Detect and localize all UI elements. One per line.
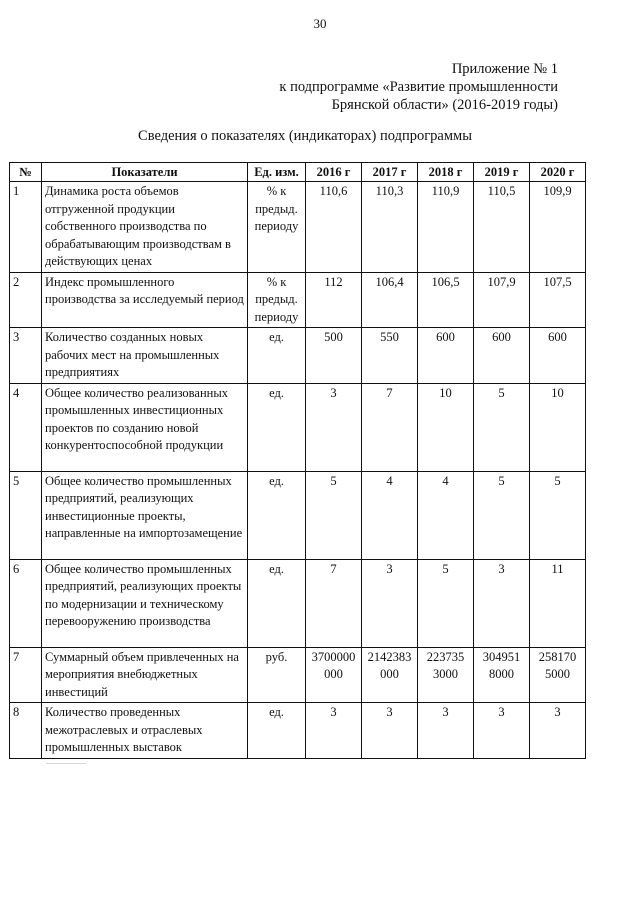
indicator-name: Динамика роста объемов отгруженной продукции собственного производства по обрабатывающим производствам в действующих ценах — [42, 182, 248, 273]
table-row — [10, 647, 586, 703]
value-2018: 5 — [418, 559, 474, 647]
row-number: 6 — [10, 559, 42, 647]
value-2016: 500 — [306, 328, 362, 384]
annex-line-3: Брянской области» (2016-2019 годы) — [331, 97, 558, 113]
table-header-row — [10, 163, 586, 182]
header-year-2019: 2019 г — [474, 163, 530, 182]
value-2018: 110,9 — [418, 182, 474, 273]
value-2019: 3 — [474, 559, 530, 647]
value-2017: 2142383 000 — [362, 647, 418, 703]
value-2017: 550 — [362, 328, 418, 384]
header-unit: Ед. изм. — [248, 163, 306, 182]
page-number: 30 — [313, 16, 327, 31]
value-2019: 107,9 — [474, 272, 530, 328]
indicator-name: Количество проведенных межотраслевых и отраслевых промышленных выставок — [42, 703, 248, 759]
value-2020: 11 — [530, 559, 586, 647]
unit-cell: руб. — [248, 647, 306, 703]
indicators-table — [9, 162, 586, 759]
header-year-2016: 2016 г — [306, 163, 362, 182]
unit-cell: % к предыд. периоду — [248, 272, 306, 328]
header-number: № — [10, 163, 42, 182]
row-number: 4 — [10, 383, 42, 471]
value-2017: 3 — [362, 703, 418, 759]
value-2019: 304951 8000 — [474, 647, 530, 703]
row-number: 3 — [10, 328, 42, 384]
value-2020: 5 — [530, 471, 586, 559]
annex-header — [279, 60, 558, 114]
value-2019: 5 — [474, 383, 530, 471]
row-number: 2 — [10, 272, 42, 328]
row-number: 8 — [10, 703, 42, 759]
table-row — [10, 471, 586, 559]
value-2019: 110,5 — [474, 182, 530, 273]
unit-cell: % к предыд. периоду — [248, 182, 306, 273]
table-row — [10, 328, 586, 384]
table-row — [10, 182, 586, 273]
header-year-2017: 2017 г — [362, 163, 418, 182]
value-2018: 600 — [418, 328, 474, 384]
value-2017: 106,4 — [362, 272, 418, 328]
value-2016: 7 — [306, 559, 362, 647]
value-2016: 112 — [306, 272, 362, 328]
row-number: 5 — [10, 471, 42, 559]
indicator-name: Суммарный объем привлеченных на мероприятия внебюджетных инвестиций — [42, 647, 248, 703]
value-2017: 7 — [362, 383, 418, 471]
value-2020: 10 — [530, 383, 586, 471]
table-row — [10, 559, 586, 647]
value-2017: 3 — [362, 559, 418, 647]
value-2020: 258170 5000 — [530, 647, 586, 703]
row-number: 7 — [10, 647, 42, 703]
value-2020: 107,5 — [530, 272, 586, 328]
indicator-name: Общее количество промышленных предприятий, реализующих инвестиционные проекты, направленные на импортозамещение — [42, 471, 248, 559]
row-number: 1 — [10, 182, 42, 273]
value-2019: 600 — [474, 328, 530, 384]
value-2016: 110,6 — [306, 182, 362, 273]
header-year-2020: 2020 г — [530, 163, 586, 182]
value-2017: 4 — [362, 471, 418, 559]
value-2018: 4 — [418, 471, 474, 559]
value-2020: 3 — [530, 703, 586, 759]
indicator-name: Количество созданных новых рабочих мест на промышленных предприятиях — [42, 328, 248, 384]
table-row — [10, 703, 586, 759]
value-2017: 110,3 — [362, 182, 418, 273]
value-2018: 3 — [418, 703, 474, 759]
unit-cell: ед. — [248, 559, 306, 647]
value-2019: 5 — [474, 471, 530, 559]
value-2020: 600 — [530, 328, 586, 384]
value-2016: 3 — [306, 383, 362, 471]
header-indicator: Показатели — [42, 163, 248, 182]
scan-artifact-line — [46, 763, 86, 764]
value-2016: 3 — [306, 703, 362, 759]
value-2018: 223735 3000 — [418, 647, 474, 703]
document-title: Сведения о показателях (индикаторах) подпрограммы — [138, 128, 472, 144]
annex-line-2: к подпрограмме «Развитие промышленности — [279, 79, 558, 95]
unit-cell: ед. — [248, 703, 306, 759]
annex-line-1: Приложение № 1 — [451, 61, 558, 77]
header-year-2018: 2018 г — [418, 163, 474, 182]
value-2019: 3 — [474, 703, 530, 759]
value-2016: 3700000 000 — [306, 647, 362, 703]
indicator-name: Общее количество реализованных промышленных инвестиционных проектов по созданию новой конкурентоспособной продукции — [42, 383, 248, 471]
unit-cell: ед. — [248, 328, 306, 384]
value-2018: 106,5 — [418, 272, 474, 328]
indicator-name: Индекс промышленного производства за исследуемый период — [42, 272, 248, 328]
value-2020: 109,9 — [530, 182, 586, 273]
unit-cell: ед. — [248, 383, 306, 471]
unit-cell: ед. — [248, 471, 306, 559]
table-row — [10, 272, 586, 328]
indicator-name: Общее количество промышленных предприятий, реализующих проекты по модернизации и техническому перевооружению производства — [42, 559, 248, 647]
value-2018: 10 — [418, 383, 474, 471]
value-2016: 5 — [306, 471, 362, 559]
table-row — [10, 383, 586, 471]
